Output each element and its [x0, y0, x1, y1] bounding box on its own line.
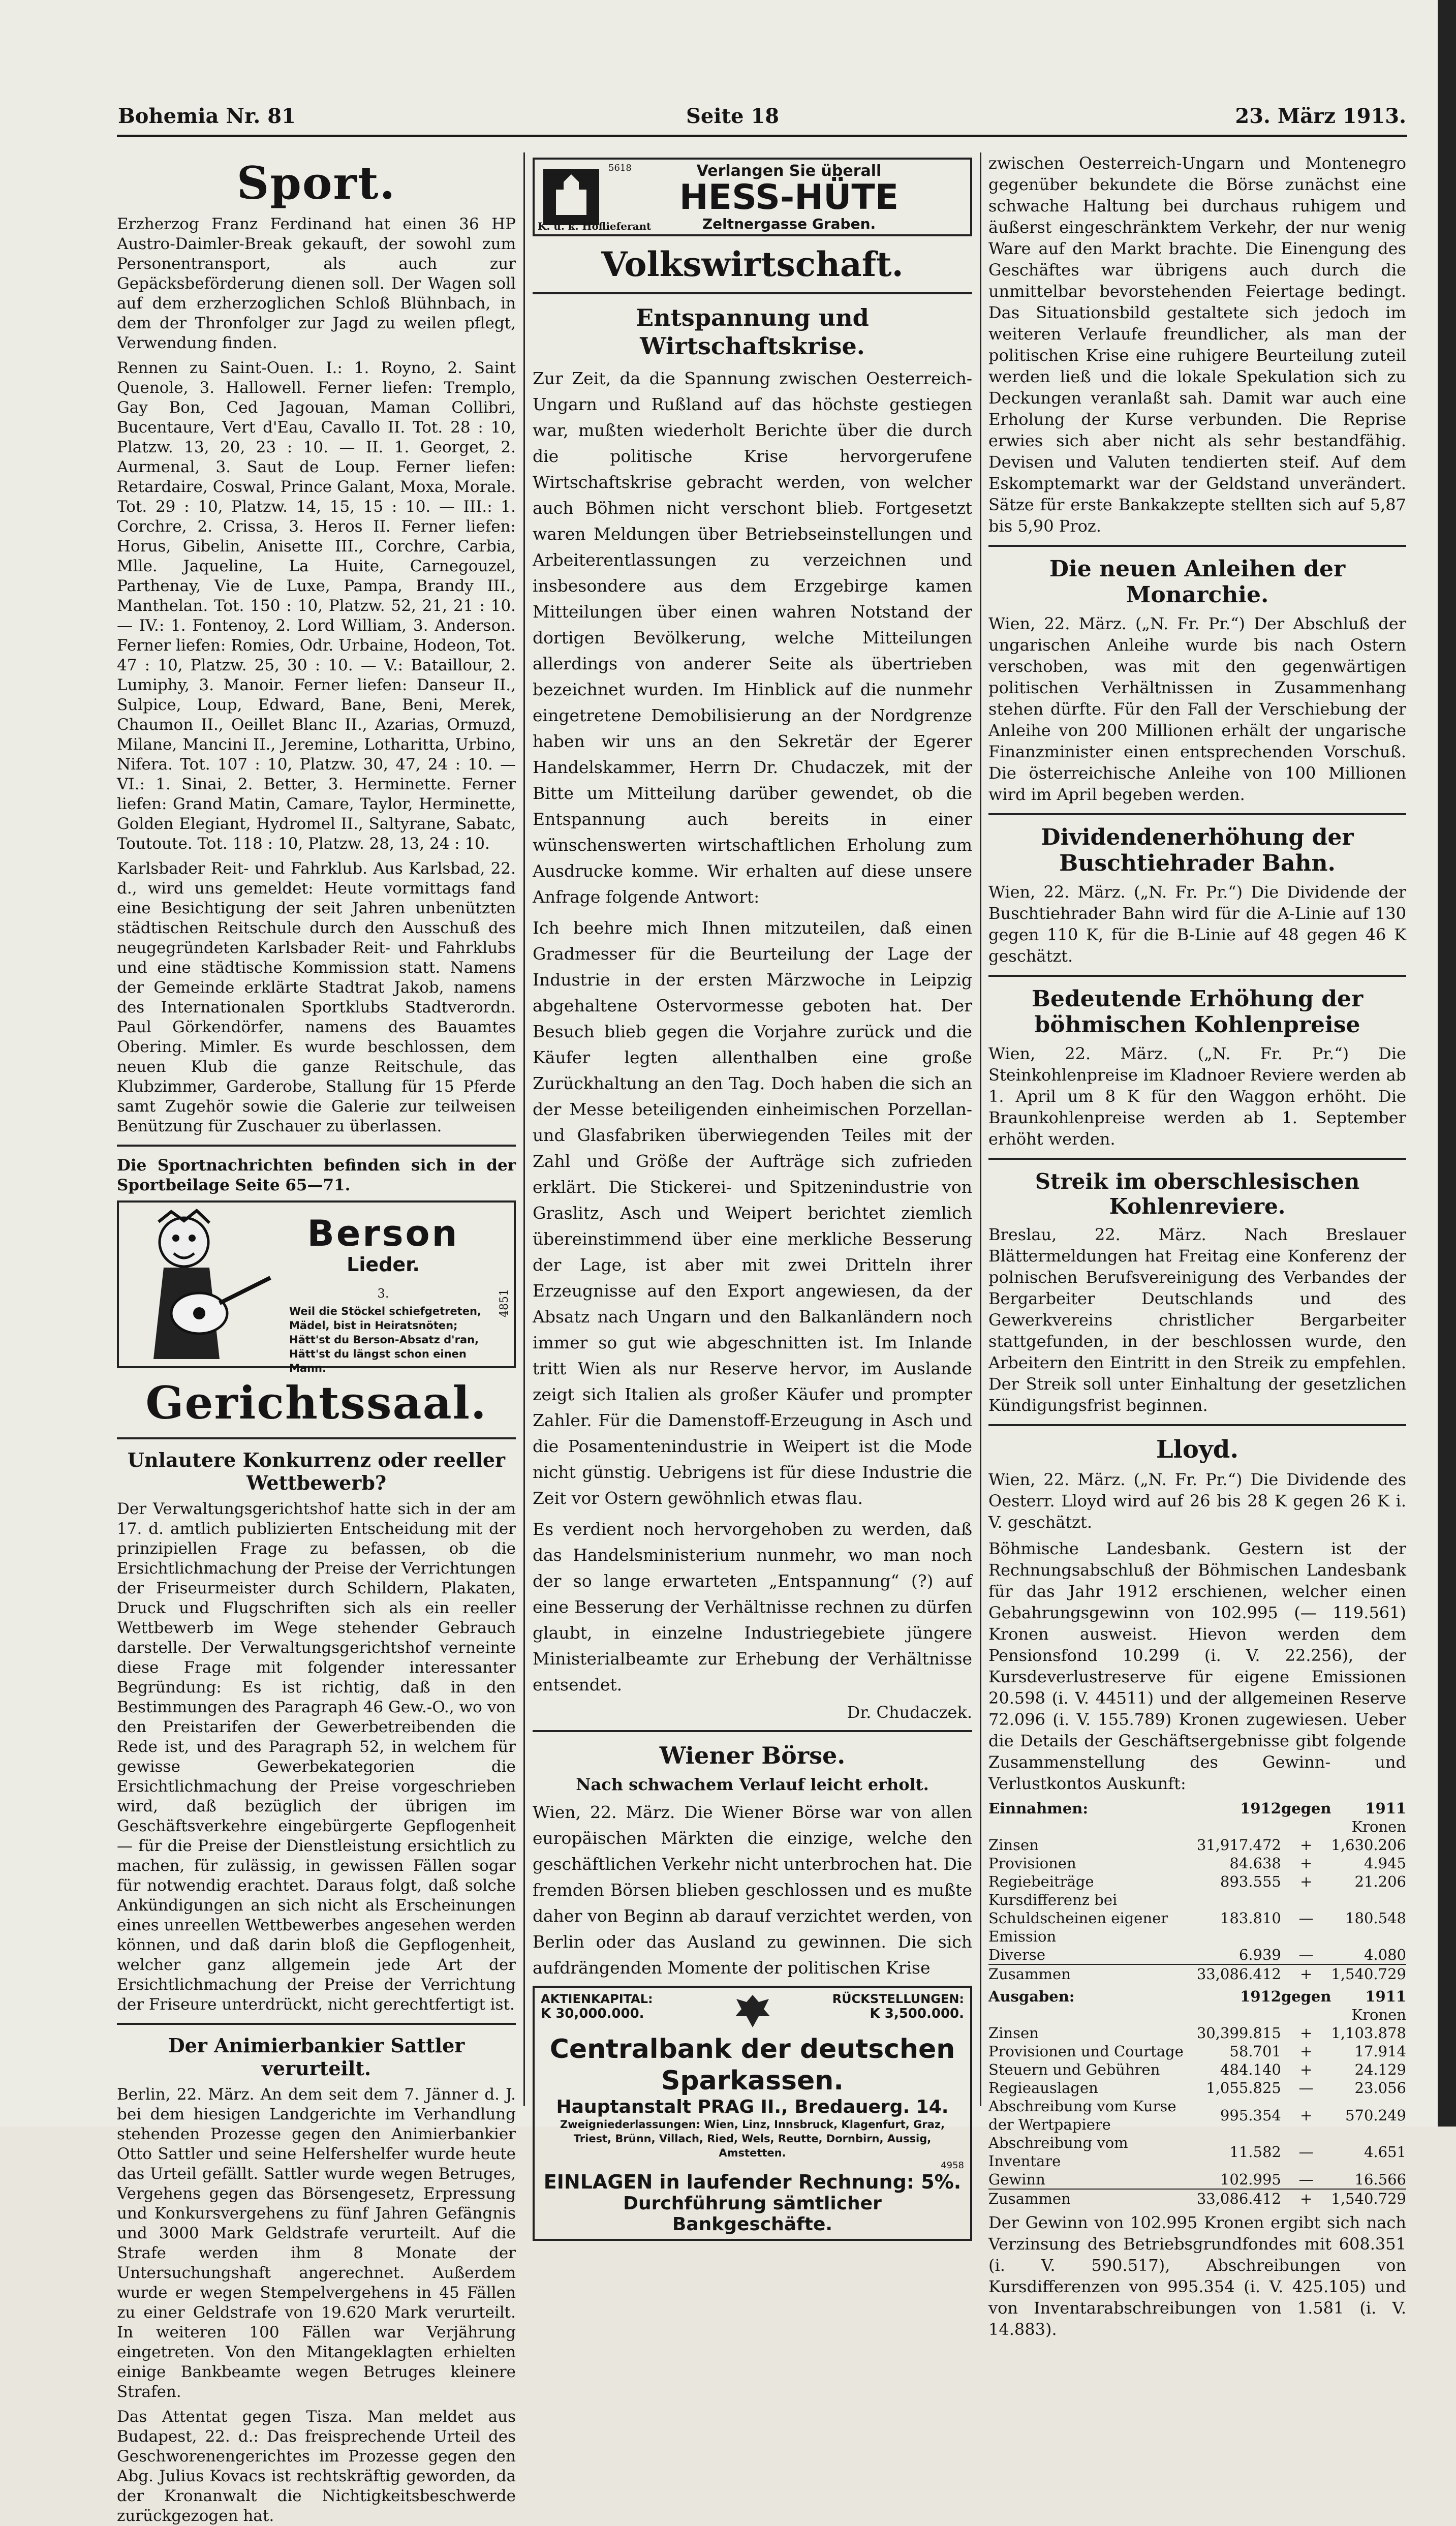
divider [117, 1145, 516, 1147]
row-value: 33,086.412 [1196, 1965, 1281, 1983]
divider [988, 1158, 1406, 1160]
table-row [988, 2024, 1406, 2042]
table-header [988, 1799, 1406, 1818]
article-paragraph: Wien, 22. März. („N. Fr. Pr.“) Die Dividende der Buschtiehrader Bahn wird für die A-Linie auf 130 gegen 110 K, für die B-Linie auf 48 gegen 46 K geschätzt. [988, 882, 1406, 966]
article-headline: Entspannung und Wirtschaftskrise. [636, 304, 869, 360]
ad-code: 5618 [608, 163, 632, 173]
eagle-emblem-icon [732, 1991, 773, 2031]
page-number: Seite 18 [686, 104, 780, 128]
row-label: Regieauslagen [988, 2079, 1098, 2097]
guitar-player-illustration [123, 1207, 275, 1364]
unit-label: Kronen [1351, 2006, 1406, 2023]
bank-branches: Zweigniederlassungen: Wien, Linz, Innsbruck, Klagenfurt, Graz, Triest, Brünn, Villach, Ried, Wels, Reutte, Dornbirn, Aussig, Amstetten. [560, 2118, 945, 2159]
row-sign: + [1299, 2061, 1313, 2078]
row-label: Abschreibung vom Kurse der Wertpapiere [988, 2098, 1176, 2133]
year-header: 1912 [1240, 1988, 1281, 2005]
row-value: 1,055.825 [1206, 2079, 1281, 2097]
divider [988, 545, 1406, 547]
row-sign: — [1298, 1946, 1314, 1963]
row-label: Kursdifferenz bei Schuldscheinen eigener Emission [988, 1891, 1168, 1945]
row-diff: 1,103.878 [1331, 2024, 1406, 2042]
centralbank-advertisement [533, 1986, 972, 2241]
row-label: Zusammen [988, 1964, 1197, 1983]
column-divider [980, 152, 981, 2106]
article-paragraph: Zur Zeit, da die Spannung zwischen Oesterreich-Ungarn und Rußland auf das höchste gestiegen war, mußten wiederholt Berichte über die durch die politische Krise hervorgerufene Wirtschaftskrise gebracht werden, von welcher auch Böhmen nicht verschont blieb. Fortgesetzt waren Meldungen über Betriebseinstellungen und Arbeiterentlassungen zu verzeichnen und insbesondere aus dem Erzgebirge kamen Mitteilungen über einen wahren Notstand der dortigen Bevölkerung, welche Mitteilungen allerdings von anderer Seite als übertrieben bezeichnet wurden. Im Hinblick auf die nunmehr eingetretene Demobilisierung an der Nordgrenze haben wir uns an den Sekretär der Egerer Handelskammer, Herrn Dr. Chudaczek, mit der Bitte um Mitteilung darüber gewendet, ob die Entspannung auch bereits in einer wünschenswerten wirtschaftlichen Erholung zum Ausdrucke komme. Wir erhalten auf diese unsere Anfrage folgende Antwort: [533, 368, 972, 907]
divider [988, 1424, 1406, 1426]
table-header [988, 1987, 1406, 2006]
article-signature: Dr. Chudaczek. [847, 1703, 972, 1722]
table-label: Ausgaben: [988, 1988, 1075, 2005]
row-diff: 180.548 [1345, 1909, 1406, 1927]
row-value: 30,399.815 [1196, 2024, 1281, 2042]
row-label: Provisionen [988, 1855, 1076, 1872]
gegen-header: gegen [1281, 1988, 1331, 2005]
article-paragraph: Das Attentat gegen Tisza. Man meldet aus Budapest, 22. d.: Das freisprechende Urteil des Geschworenengerichtes im Prozesse gegen den Abg. Julius Kovacs ist rechtskräftig geworden, da der Kronanwalt die Nichtigkeitsbeschwerde zurückgezogen hat. [117, 2408, 516, 2525]
column-middle [533, 152, 972, 2235]
berson-lieder: Lieder. [347, 1253, 420, 1276]
article-headline: Streik im oberschlesischen Kohlenreviere. [1035, 1169, 1360, 1219]
row-value: 102.995 [1220, 2171, 1281, 2188]
expenses-table [988, 1987, 1406, 2208]
verse-line: Hätt'st du Berson-Absatz d'ran, [289, 1334, 479, 1346]
row-sign: — [1298, 1909, 1314, 1927]
row-label: Provisionen und Courtage [988, 2043, 1184, 2060]
row-sign: + [1299, 1873, 1313, 1890]
table-total-row [988, 1964, 1406, 1983]
divider [533, 1730, 972, 1732]
row-diff: 16.566 [1354, 2171, 1406, 2188]
article-paragraph: Karlsbader Reit- und Fahrklub. Aus Karlsbad, 22. d., wird uns gemeldet: Heute vormittags fand eine Besichtigung der seit Jahren unbenützten städtischen Reitschule durch den Ausschuß des neugegründeten Karlsbader Reit- und Fahrklubs und eine städtische Kommission statt. Namens der Gemeinde erklärte Stadtrat Jakob, namens des Internationalen Sportklubs Stadtverordn. Paul Görkendörfer, namens des Bauamtes Obering. Mimler. Es wurde beschlossen, dem neuen Klub die ganze Reitschule, das Klubzimmer, Garderobe, Stallung für 15 Pferde samt Zugehör sowie die Galerie zur teilweisen Benützung für Zuschauer zu überlassen. [117, 859, 516, 1135]
row-sign: + [1299, 2107, 1313, 2124]
article-paragraph: Es verdient noch hervorgehoben zu werden, daß das Handelsministerium nunmehr, wo man noch der so lange erwarteten „Entspannung“ (?) auf eine Besserung der Verhältnisse rechnen zu dürfen glaubt, in einzelne Industriegebiete jüngere Ministerialbeamte zur Erhebung der Verhältnisse entsendet. [533, 1519, 972, 1695]
gegen-header: gegen [1281, 1800, 1331, 1817]
row-diff: 570.249 [1345, 2107, 1406, 2124]
row-diff: 1,630.206 [1331, 1836, 1406, 1854]
article-paragraph: Böhmische Landesbank. Gestern ist der Rechnungsabschluß der Böhmischen Landesbank für das Jahr 1912 erschienen, welcher einen Gebahrungsgewinn von 102.995 (— 119.561) Kronen ausweist. Hievon werden dem Pensionsfond 10.299 (i. V. 22.256), der Kursdeverlustreserve für eigene Emissionen 20.598 (i. V. 44511) und der allgemeinen Reserve 72.096 (i. V. 155.789) Kronen zugewiesen. Ueber die Details der Geschäftsergebnisse gibt folgende Zusammenstellung des Gewinn- und Verlustkontos Auskunft: [988, 1539, 1406, 1793]
row-label: Regiebeiträge [988, 1873, 1094, 1890]
row-value: 11.582 [1229, 2143, 1281, 2161]
row-diff: 23.056 [1354, 2079, 1406, 2097]
row-sign: + [1299, 1836, 1313, 1854]
table-unit-row [988, 1818, 1406, 1836]
header-rule [117, 135, 1407, 137]
table-row [988, 2170, 1406, 2189]
article-headline: Unlautere Konkurrenz oder reeller Wettbewerb? [127, 1449, 506, 1494]
row-value: 58.701 [1229, 2043, 1281, 2060]
bank-name: Centralbank der deutschen Sparkassen. [549, 2034, 955, 2096]
article-paragraph: zwischen Oesterreich-Ungarn und Montenegro gegenüber bekundete die Börse zunächst eine schwache Haltung bei durchaus ruhigem und äußerst eingeschränktem Verkehr, der nur wenig Ware auf den Markt brachte. Die Einengung des Geschäftes war übrigens auch durch die unmittelbar bevorstehenden Feiertage bedingt. Das Situationsbild gestaltete sich jedoch im weiteren Verlaufe freundlicher, als man der politischen Krise eine ruhigere Beurteilung zuteil werden ließ und die lokale Spekulation sich zu Deckungen veranlaßt sah. Damit war auch eine Erholung der Kurse verbunden. Die Reprise erwies sich aber nicht als sehr bestandfähig. Devisen und Valuten tendierten steif. Auf dem Eskomptemarkt war der Geldstand unverändert. Sätze für erste Bankakzepte stellten sich auf 5,87 bis 5,90 Proz. [988, 153, 1406, 536]
row-label: Steuern und Gebühren [988, 2061, 1160, 2078]
section-title-gerichtssaal: Gerichtssaal. [145, 1376, 487, 1429]
hess-tagline: Verlangen Sie überall [696, 162, 882, 180]
issue-date: 23. März 1913. [1235, 104, 1406, 128]
article-paragraph: Wien, 22. März. („N. Fr. Pr.“) Die Steinkohlenpreise im Kladnoer Reviere werden ab 1. April um 8 K für den Waggon erhöht. Die Braunkohlenpreise werden ab 1. September erhöht werden. [988, 1044, 1406, 1149]
row-sign: + [1299, 1855, 1313, 1872]
table-row [988, 1836, 1406, 1854]
row-label: Zinsen [988, 2024, 1039, 2042]
ad-code: 4851 [498, 1289, 511, 1317]
divider [117, 1437, 516, 1439]
article-paragraph: Breslau, 22. März. Nach Breslauer Blättermeldungen hat Freitag eine Konferenz der polnischen Berufsvereinigung des Verbandes der Bergarbeiter Deutschlands und des Gewerkvereins christlicher Bergarbeiter stattgefunden, in der beschlossen wurde, den Arbeitern den Eintritt in den Streik zu empfehlen. Der Streik soll unter Einhaltung der gesetzlichen Kündigungsfrist beginnen. [988, 1225, 1406, 1415]
table-row [988, 1854, 1406, 1872]
row-diff: 24.129 [1354, 2061, 1406, 2078]
row-sign: — [1298, 2079, 1314, 2097]
row-diff: 1,540.729 [1331, 2190, 1406, 2207]
row-label: Gewinn [988, 2171, 1045, 2188]
income-table [988, 1799, 1406, 1983]
section-title-volkswirtschaft: Volkswirtschaft. [601, 244, 904, 284]
verse-line: Hätt'st du längst schon einen Mann. [289, 1348, 467, 1374]
row-label: Zinsen [988, 1836, 1039, 1854]
berson-verse-number: 3. [377, 1286, 389, 1301]
row-sign: + [1281, 1964, 1331, 1983]
berson-brand: Berson [307, 1213, 459, 1254]
row-diff: 4.945 [1364, 1855, 1406, 1872]
divider [988, 975, 1406, 977]
capital-label: AKTIENKAPITAL: [541, 1992, 653, 2006]
article-headline: Lloyd. [1156, 1435, 1239, 1464]
article-paragraph: Ich beehre mich Ihnen mitzuteilen, daß einen Gradmesser für die Beurteilung der Lage der Industrie in der ersten Märzwoche in Leipzig abgehaltene Ostervormesse geboten hat. Der Besuch blieb gegen die Vorjahre zurück und die Käufer legten allenthalben eine große Zurückhaltung an den Tag. Doch haben die sich an der Messe beteiligenden einheimischen Porzellan- und Glasfabriken überwiegenden Teiles mit der Zahl und Größe der Aufträge sich zufrieden erklärt. Die Stickerei- und Spitzenindustrie von Graslitz, Asch und Weipert berichtet ziemlich übereinstimmend über eine merkliche Besserung der Lage, ist aber mit zwei Dritteln ihrer Erzeugnisse auf den Export angewiesen, da der Absatz nach Ungarn und den Balkanländern noch immer so gut wie abgeschnitten ist. Im Inlande tritt Wien als nur Reserve hervor, im Auslande zeigt sich Italien als großer Käufer und prompter Zahler. Für die Damenstoff-Erzeugung in Asch und die Posamentenindustrie in Weipert ist die Mode nicht günstig. Uebrigens ist für diese Industrie die Zeit vor Ostern gewöhnlich etwas flau. [533, 918, 972, 1508]
row-value: 31,917.472 [1196, 1836, 1281, 1854]
divider [533, 292, 972, 294]
article-paragraph: Wien, 22. März. („N. Fr. Pr.“) Der Abschluß der ungarischen Anleihe wurde bis nach Ostern verschoben, was mit den gegenwärtigen politischen Verhältnissen in Zusammenhang stehen dürfte. Für den Fall der Verschiebung der Anleihe von 200 Millionen erhält der ungarische Finanzminister einen entsprechenden Vorschuß. Die österreichische Anleihe von 100 Millionen wird im April begeben werden. [988, 614, 1406, 804]
table-total-row [988, 2189, 1406, 2208]
hess-purveyor: K. u. k. Hoflieferant [538, 220, 652, 232]
table-row [988, 2042, 1406, 2060]
article-headline: Dividendenerhöhung der Buschtiehrader Bahn. [1041, 824, 1354, 876]
column-right [988, 152, 1406, 2339]
row-label: Diverse [988, 1946, 1045, 1963]
article-headline: Die neuen Anleihen der Monarchie. [1049, 556, 1346, 608]
article-subheadline: Nach schwachem Verlauf leicht erholt. [576, 1775, 929, 1794]
bank-services: Durchführung sämtlicher Bankgeschäfte. [623, 2193, 882, 2235]
scan-edge [1438, 0, 1456, 2127]
hess-hats-advertisement [533, 158, 972, 236]
sport-note: Die Sportnachrichten befinden sich in der Sportbeilage Seite 65—71. [117, 1156, 516, 1194]
table-row [988, 1946, 1406, 1964]
table-unit-row [988, 2006, 1406, 2024]
article-paragraph: Der Gewinn von 102.995 Kronen ergibt sich nach Verzinsung des Betriebsgrundfondes mit 608.351 (i. V. 590.517), Abschreibungen von Kursdifferenzen von 995.354 (i. V. 425.105) und von Inventarabschreibungen von 1.581 (i. V. 14.883). [988, 2213, 1406, 2339]
article-paragraph: Erzherzog Franz Ferdinand hat einen 36 HP Austro-Daimler-Break gekauft, der sowohl zum Personentransport, als auch zur Gepäcksbeförderung dienen soll. Der Wagen soll auf dem erzherzoglichen Schloß Blühnbach, in dem der Thronfolger zur Jagd zu weilen pflegt, Verwendung finden. [117, 215, 516, 352]
capital-value: K 30,000.000. [541, 2006, 644, 2021]
table-row [988, 2134, 1406, 2170]
row-value: 84.638 [1229, 1855, 1281, 1872]
row-diff: 1,540.729 [1331, 1965, 1406, 1983]
row-value: 183.810 [1220, 1909, 1281, 1927]
table-row [988, 2079, 1406, 2097]
row-sign: + [1299, 2024, 1313, 2042]
hess-ad-text [608, 162, 970, 232]
year-header: 1911 [1365, 1988, 1406, 2005]
row-sign: — [1298, 2143, 1314, 2161]
table-row [988, 2060, 1406, 2079]
row-value: 995.354 [1220, 2107, 1281, 2124]
verse-line: Mädel, bist in Heiratsnöten; [289, 1319, 458, 1332]
article-paragraph: Berlin, 22. März. An dem seit dem 7. Jänner d. J. bei dem hiesigen Landgerichte im Verhandlung stehenden Prozesse gegen den Animierbankier Otto Sattler und seine Helfershelfer wurde heute das Urteil gefällt. Sattler wurde wegen Betruges, Vergehens gegen das Börsengesetz, Erpressung und Konkursvergehens zu fünf Jahren Gefängnis und 3000 Mark Geldstrafe verurteilt. Auf die Strafe werden ihm 8 Monate der Untersuchungshaft angerechnet. Außerdem wurde er wegen Stempelvergehens in 45 Fällen zu einer Geldstrafe von 19.620 Mark verurteilt. In weiteren 100 Fällen war Verjährung eingetreten. Von den Mitangeklagten erhielten einige Bankbeamte wegen Betruges kleinere Strafen. [117, 2085, 516, 2401]
issue-number: Bohemia Nr. 81 [118, 104, 296, 128]
section-title-boerse: Wiener Börse. [659, 1742, 846, 1769]
table-row [988, 1891, 1406, 1946]
article-headline: Bedeutende Erhöhung der böhmischen Kohlenpreise [1031, 986, 1364, 1038]
table-label: Einnahmen: [988, 1800, 1089, 1817]
hess-address: Zeltnergasse Graben. [702, 215, 876, 232]
article-paragraph: Rennen zu Saint-Ouen. I.: 1. Royno, 2. Saint Quenole, 3. Hallowell. Ferner liefen: Tremplo, Gay Bon, Ced Jagouan, Maman Collibri, Bucentaure, Vert d'Eau, Cavallo II. Tot. 28 : 10, Platzw. 13, 20, 23 : 10. — II. 1. Georget, 2. Aurmenal, 3. Saut de Loup. Ferner liefen: Retardaire, Coswal, Prince Galant, Moxa, Morale. Tot. 29 : 10, Platzw. 14, 15, 15 : 10. — III.: 1. Corchre, 2. Crissa, 3. Heros II. Ferner liefen: Horus, Gibelin, Anisette III., Corchre, Carbia, Mlle. Jaqueline, La Huite, Carnegouzel, Parthenay, Vie de Luxe, Pampa, Brandy III., Manthelan. Tot. 150 : 10, Platzw. 52, 21, 21 : 10. — IV.: 1. Fontenoy, 2. Lord William, 3. Anderson. Ferner liefen: Romies, Odr. Urbaine, Hodeon, Tot. 47 : 10, Platzw. 25, 30 : 10. — V.: Bataillour, 2. Lumiphy, 3. Manoir. Ferner liefen: Danseur II., Sulpice, Loup, Edward, Bane, Beni, Merek, Chaumon II., Oeillet Blanc II., Azarias, Ormuzd, Milane, Mancini II., Jeremine, Lotharitta, Urbino, Nifera. Tot. 107 : 10, Platzw. 30, 47, 24 : 10. — VI.: 1. Sinai, 2. Better, 3. Herminette. Ferner liefen: Grand Matin, Camare, Taylor, Herminette, Golden Elegiant, Hydromel II., Saltyrane, Sabatc, Toutoute. Tot. 118 : 10, Platzw. 28, 13, 24 : 10. [117, 359, 516, 853]
row-value: 893.555 [1220, 1873, 1281, 1890]
year-header: 1912 [1240, 1800, 1281, 1817]
row-diff: 4.080 [1364, 1946, 1406, 1963]
table-row [988, 2097, 1406, 2134]
row-value: 6.939 [1238, 1946, 1281, 1963]
bank-deposits: EINLAGEN in laufender Rechnung: 5%. [543, 2171, 962, 2193]
article-paragraph: Der Verwaltungsgerichtshof hatte sich in der am 17. d. amtlich publizierten Entscheidung mit der prinzipiellen Frage zu befassen, ob die Ersichtlichmachung der Preise der Verrichtungen der Friseurmeister durch Schildern, Plakaten, Druck und Flugschriften sich als ein reeller Wettbewerb im Wege stehender Gebrauch darstelle. Der Verwaltungsgerichtshof verneinte diese Frage mit folgender interessanter Begründung: Es ist richtig, daß in den Bestimmungen des Paragraph 46 Gew.-O., wo von den Preistarifen der Gewerbetreibenden die Rede ist, und des Paragraph 52, in welchem für gewisse Gewerbekategorien die Ersichtlichmachung der Preise vorgeschrieben wird, daß bezüglich der übrigen im Geschäftsverkehre eingebürgerte Gepflogenheit — für die Preise der Dienstleistung ersichtlich zu machen, für zulässig, in gewissen Fällen sogar für notwendig erachtet. Daraus folgt, daß solche Ankündigungen an sich nicht als Erscheinungen eines unreellen Wettbewerbes angesehen werden können, und daß darin bloß die Gepflogenheit, welcher ganz allgemein jede Art der Ersichtlichmachung der Preise der Verrichtung der Friseure unterdrückt, nicht gerechtfertigt ist. [117, 1500, 516, 2014]
divider [117, 2023, 516, 2025]
bank-headquarters: Hauptanstalt PRAG II., Bredauerg. 14. [556, 2097, 949, 2117]
hess-brand: HESS-HÜTE [679, 177, 899, 218]
reserves-value: K 3,500.000. [870, 2006, 964, 2021]
hess-logo-icon [541, 167, 602, 228]
row-sign: + [1281, 2189, 1331, 2208]
row-value: 484.140 [1220, 2061, 1281, 2078]
row-label: Abschreibung vom Inventare [988, 2134, 1128, 2170]
row-value: 33,086.412 [1196, 2190, 1281, 2207]
ad-code: 4958 [941, 2160, 964, 2171]
divider [988, 813, 1406, 815]
column-divider [523, 152, 525, 2106]
row-diff: 21.206 [1354, 1873, 1406, 1890]
row-diff: 17.914 [1354, 2043, 1406, 2060]
row-label: Zusammen [988, 2189, 1197, 2208]
table-row [988, 1872, 1406, 1891]
row-sign: + [1299, 2043, 1313, 2060]
row-diff: 4.651 [1364, 2143, 1406, 2161]
year-header: 1911 [1365, 1800, 1406, 1817]
unit-label: Kronen [1351, 1818, 1406, 1835]
verse-line: Weil die Stöckel schiefgetreten, [289, 1305, 481, 1317]
row-sign: — [1298, 2171, 1314, 2188]
reserves-label: RÜCKSTELLUNGEN: [832, 1992, 964, 2006]
column-left [117, 152, 516, 2525]
berson-verse [289, 1304, 482, 1375]
section-title-sport: Sport. [236, 157, 396, 209]
article-paragraph: Wien, 22. März. Die Wiener Börse war von allen europäischen Märkten die einzige, welche den geschäftlichen Verkehr nicht unterbrochen hat. Die fremden Börsen blieben geschlossen und es mußte daher von Beginn ab darauf verzichtet werden, von Berlin oder das Ausland zu gewinnen. Die sich aufdrängenden Momente der politischen Krise [533, 1802, 972, 1978]
berson-advertisement [117, 1200, 516, 1374]
article-paragraph: Wien, 22. März. („N. Fr. Pr.“) Die Dividende des Oesterr. Lloyd wird auf 26 bis 28 K gegen 26 K i. V. geschätzt. [988, 1470, 1406, 1532]
article-headline: Der Animierbankier Sattler verurteilt. [168, 2034, 465, 2080]
